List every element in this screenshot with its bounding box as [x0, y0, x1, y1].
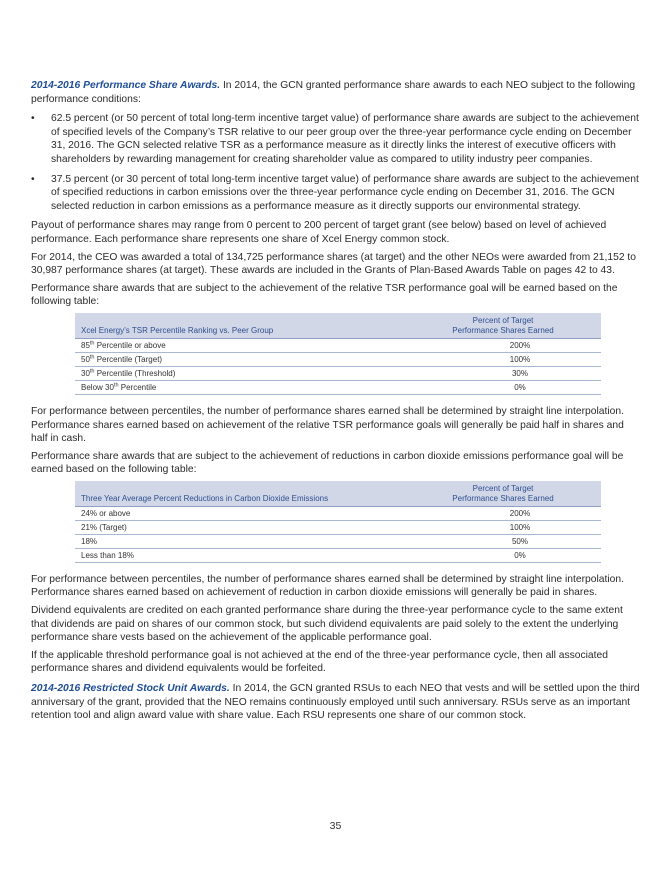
row-label — [75, 352, 405, 366]
label-text: Percentile or above — [94, 340, 166, 350]
page-number: 35 — [329, 820, 342, 832]
section-heading-rsu-awards: 2014-2016 Restricted Stock Unit Awards. — [31, 683, 230, 695]
row-value: 100% — [405, 352, 601, 366]
section-heading-performance-share-awards: 2014-2016 Performance Share Awards. — [31, 80, 221, 91]
ordinal-suffix: th — [89, 368, 95, 375]
row-value: 0% — [405, 548, 601, 562]
tsr-percentile-table — [75, 313, 601, 395]
header-line: Percent of Target — [472, 315, 534, 325]
table-row — [75, 534, 601, 548]
row-label — [75, 380, 405, 394]
row-value: 50% — [405, 534, 601, 548]
paragraph: Dividend equivalents are credited on each granted performance share during the three-year performance cycle to the same extent that dividends are paid on shares of our common stock, but such dividend equivalents are paid solely to the extent the underlying performance share vests based on the achievement of the applicable performance goal. — [31, 605, 623, 644]
column-header-percent-earned — [405, 481, 601, 507]
table-header-row — [75, 481, 601, 507]
table-header-row — [75, 313, 601, 339]
paragraph: Performance share awards that are subject to the achievement of the relative TSR performance goal will be earned based on the following table: — [31, 282, 618, 308]
ordinal-suffix: th — [89, 340, 95, 347]
paragraph: For performance between percentiles, the number of performance shares earned shall be determined by straight line interpolation. Performance shares earned based on achievement of reduction in carbon dioxide emissions will generally be paid in shares. — [31, 573, 624, 599]
row-label: Less than 18% — [75, 548, 405, 562]
row-label — [75, 338, 405, 352]
performance-conditions-list — [31, 112, 641, 213]
column-header-carbon-reduction: Three Year Average Percent Reductions in Carbon Dioxide Emissions — [75, 481, 405, 507]
row-label: 24% or above — [75, 506, 405, 520]
document-page — [31, 79, 641, 727]
row-value: 200% — [405, 338, 601, 352]
row-value: 200% — [405, 506, 601, 520]
table-row — [75, 366, 601, 380]
list-item — [31, 173, 641, 214]
header-line: Performance Shares Earned — [452, 325, 554, 335]
list-item-text: 37.5 percent (or 30 percent of total long-term incentive target value) of performance share awards are subject to the achievement of specified reductions in carbon emissions over the three-year performance cycle ending on December 31, 2016. The GCN selected reduction in carbon emissions as a performance measure as it directly supports our environmental strategy. — [51, 173, 639, 212]
table-row — [75, 380, 601, 394]
label-text: 85 — [81, 340, 90, 350]
row-label: 18% — [75, 534, 405, 548]
label-text: Percentile (Threshold) — [94, 368, 176, 378]
list-item-text: 62.5 percent (or 50 percent of total long-term incentive target value) of performance share awards are subject to the achievement of specified levels of the Company’s TSR relative to our peer group over the three-year performance cycle ending on December 31, 2016. The GCN selected relative TSR as a performance measure as it directly links the interest of executive officers with shareholders by rewarding management for creating shareholder value as compared to utility industry peer companies. — [51, 113, 639, 165]
row-label: 21% (Target) — [75, 520, 405, 534]
paragraph: Payout of performance shares may range from 0 percent to 200 percent of target grant (see below) based on level of achieved performance. Each performance share represents one share of Xcel Energy common stock. — [31, 220, 607, 245]
list-item — [31, 112, 641, 166]
paragraph: For performance between percentiles, the number of performance shares earned shall be determined by straight line interpolation. Performance shares earned based on achievement of the relative TSR performance goals will generally be paid half in shares and half in cash. — [31, 405, 624, 445]
bullet-icon: • — [31, 113, 35, 125]
paragraph: Performance share awards that are subject to the achievement of reductions in carbon dioxide emissions performance goal will be earned based on the following table: — [31, 450, 624, 476]
header-line: Percent of Target — [472, 483, 534, 493]
ordinal-suffix: th — [89, 354, 95, 361]
table-row — [75, 506, 601, 520]
row-value: 100% — [405, 520, 601, 534]
carbon-reduction-table — [75, 481, 601, 563]
rsu-paragraph — [31, 682, 641, 723]
label-text: Percentile — [118, 382, 157, 392]
header-line: Performance Shares Earned — [452, 493, 554, 503]
row-label — [75, 366, 405, 380]
label-text: 30 — [81, 368, 90, 378]
table-row — [75, 548, 601, 562]
table-row — [75, 352, 601, 366]
column-header-percent-earned — [405, 313, 601, 339]
table-row — [75, 338, 601, 352]
paragraph: For 2014, the CEO was awarded a total of 134,725 performance shares (at target) and the other NEOs were awarded from 21,152 to 30,987 performance shares (at target). These awards are included in the Grants of Plan-Based Awards Table on pages 42 to 43. — [31, 251, 636, 277]
intro-text: In 2014, the GCN granted performance share awards to each NEO subject to the following performance conditions: — [31, 80, 636, 105]
ordinal-suffix: th — [113, 382, 119, 389]
column-header-tsr-ranking: Xcel Energy’s TSR Percentile Ranking vs. Peer Group — [75, 313, 405, 339]
rsu-text: In 2014, the GCN granted RSUs to each NEO that vests and will be settled upon the third anniversary of the grant, provided that the NEO remains continuously employed until such anniversary. RSUs serve as an important retention tool and align award value with share value. Each RSU represents one share of our common stock. — [31, 683, 640, 722]
row-value: 0% — [405, 380, 601, 394]
label-text: Below 30 — [81, 382, 114, 392]
table-row — [75, 520, 601, 534]
label-text: 50 — [81, 354, 90, 364]
bullet-icon: • — [31, 173, 35, 185]
label-text: Percentile (Target) — [94, 354, 163, 364]
row-value: 30% — [405, 366, 601, 380]
performance-share-intro — [31, 79, 641, 106]
paragraph: If the applicable threshold performance goal is not achieved at the end of the three-year performance cycle, then all associated performance shares and dividend equivalents would be forfeited. — [31, 649, 608, 675]
